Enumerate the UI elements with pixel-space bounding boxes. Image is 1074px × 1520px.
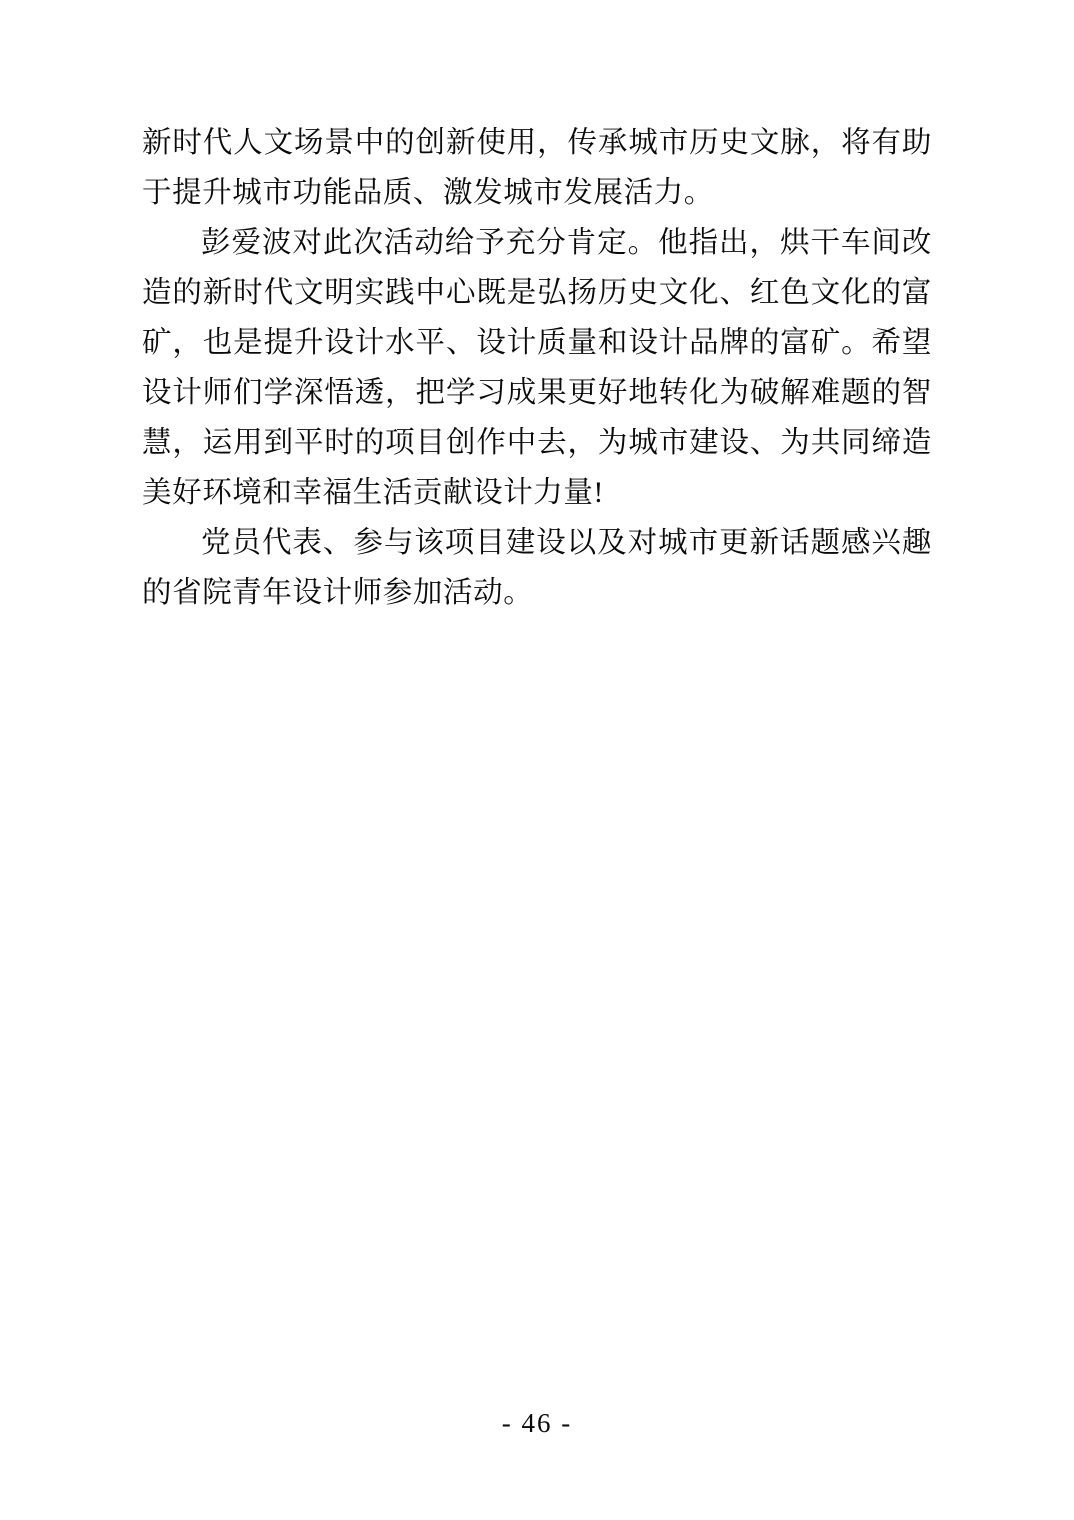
page-number: - 46 - (501, 1408, 573, 1438)
page-footer (0, 1408, 1074, 1439)
paragraph-peng-aibo: 彭爱波对此次活动给予充分肯定。他指出，烘干车间改造的新时代文明实践中心既是弘扬历史文化、红色文化的富矿，也是提升设计水平、设计质量和设计品牌的富矿。希望设计师们学深悟透，把学习成果更好地转化为破解难题的智慧，运用到平时的项目创作中去，为城市建设、为共同缔造美好环境和幸福生活贡献设计力量! (142, 227, 932, 509)
page-body (142, 118, 932, 618)
paragraph-continuation: 新时代人文场景中的创新使用，传承城市历史文脉，将有助于提升城市功能品质、激发城市发展活力。 (142, 127, 932, 209)
paragraph-participants: 党员代表、参与该项目建设以及对城市更新话题感兴趣的省院青年设计师参加活动。 (142, 527, 932, 609)
